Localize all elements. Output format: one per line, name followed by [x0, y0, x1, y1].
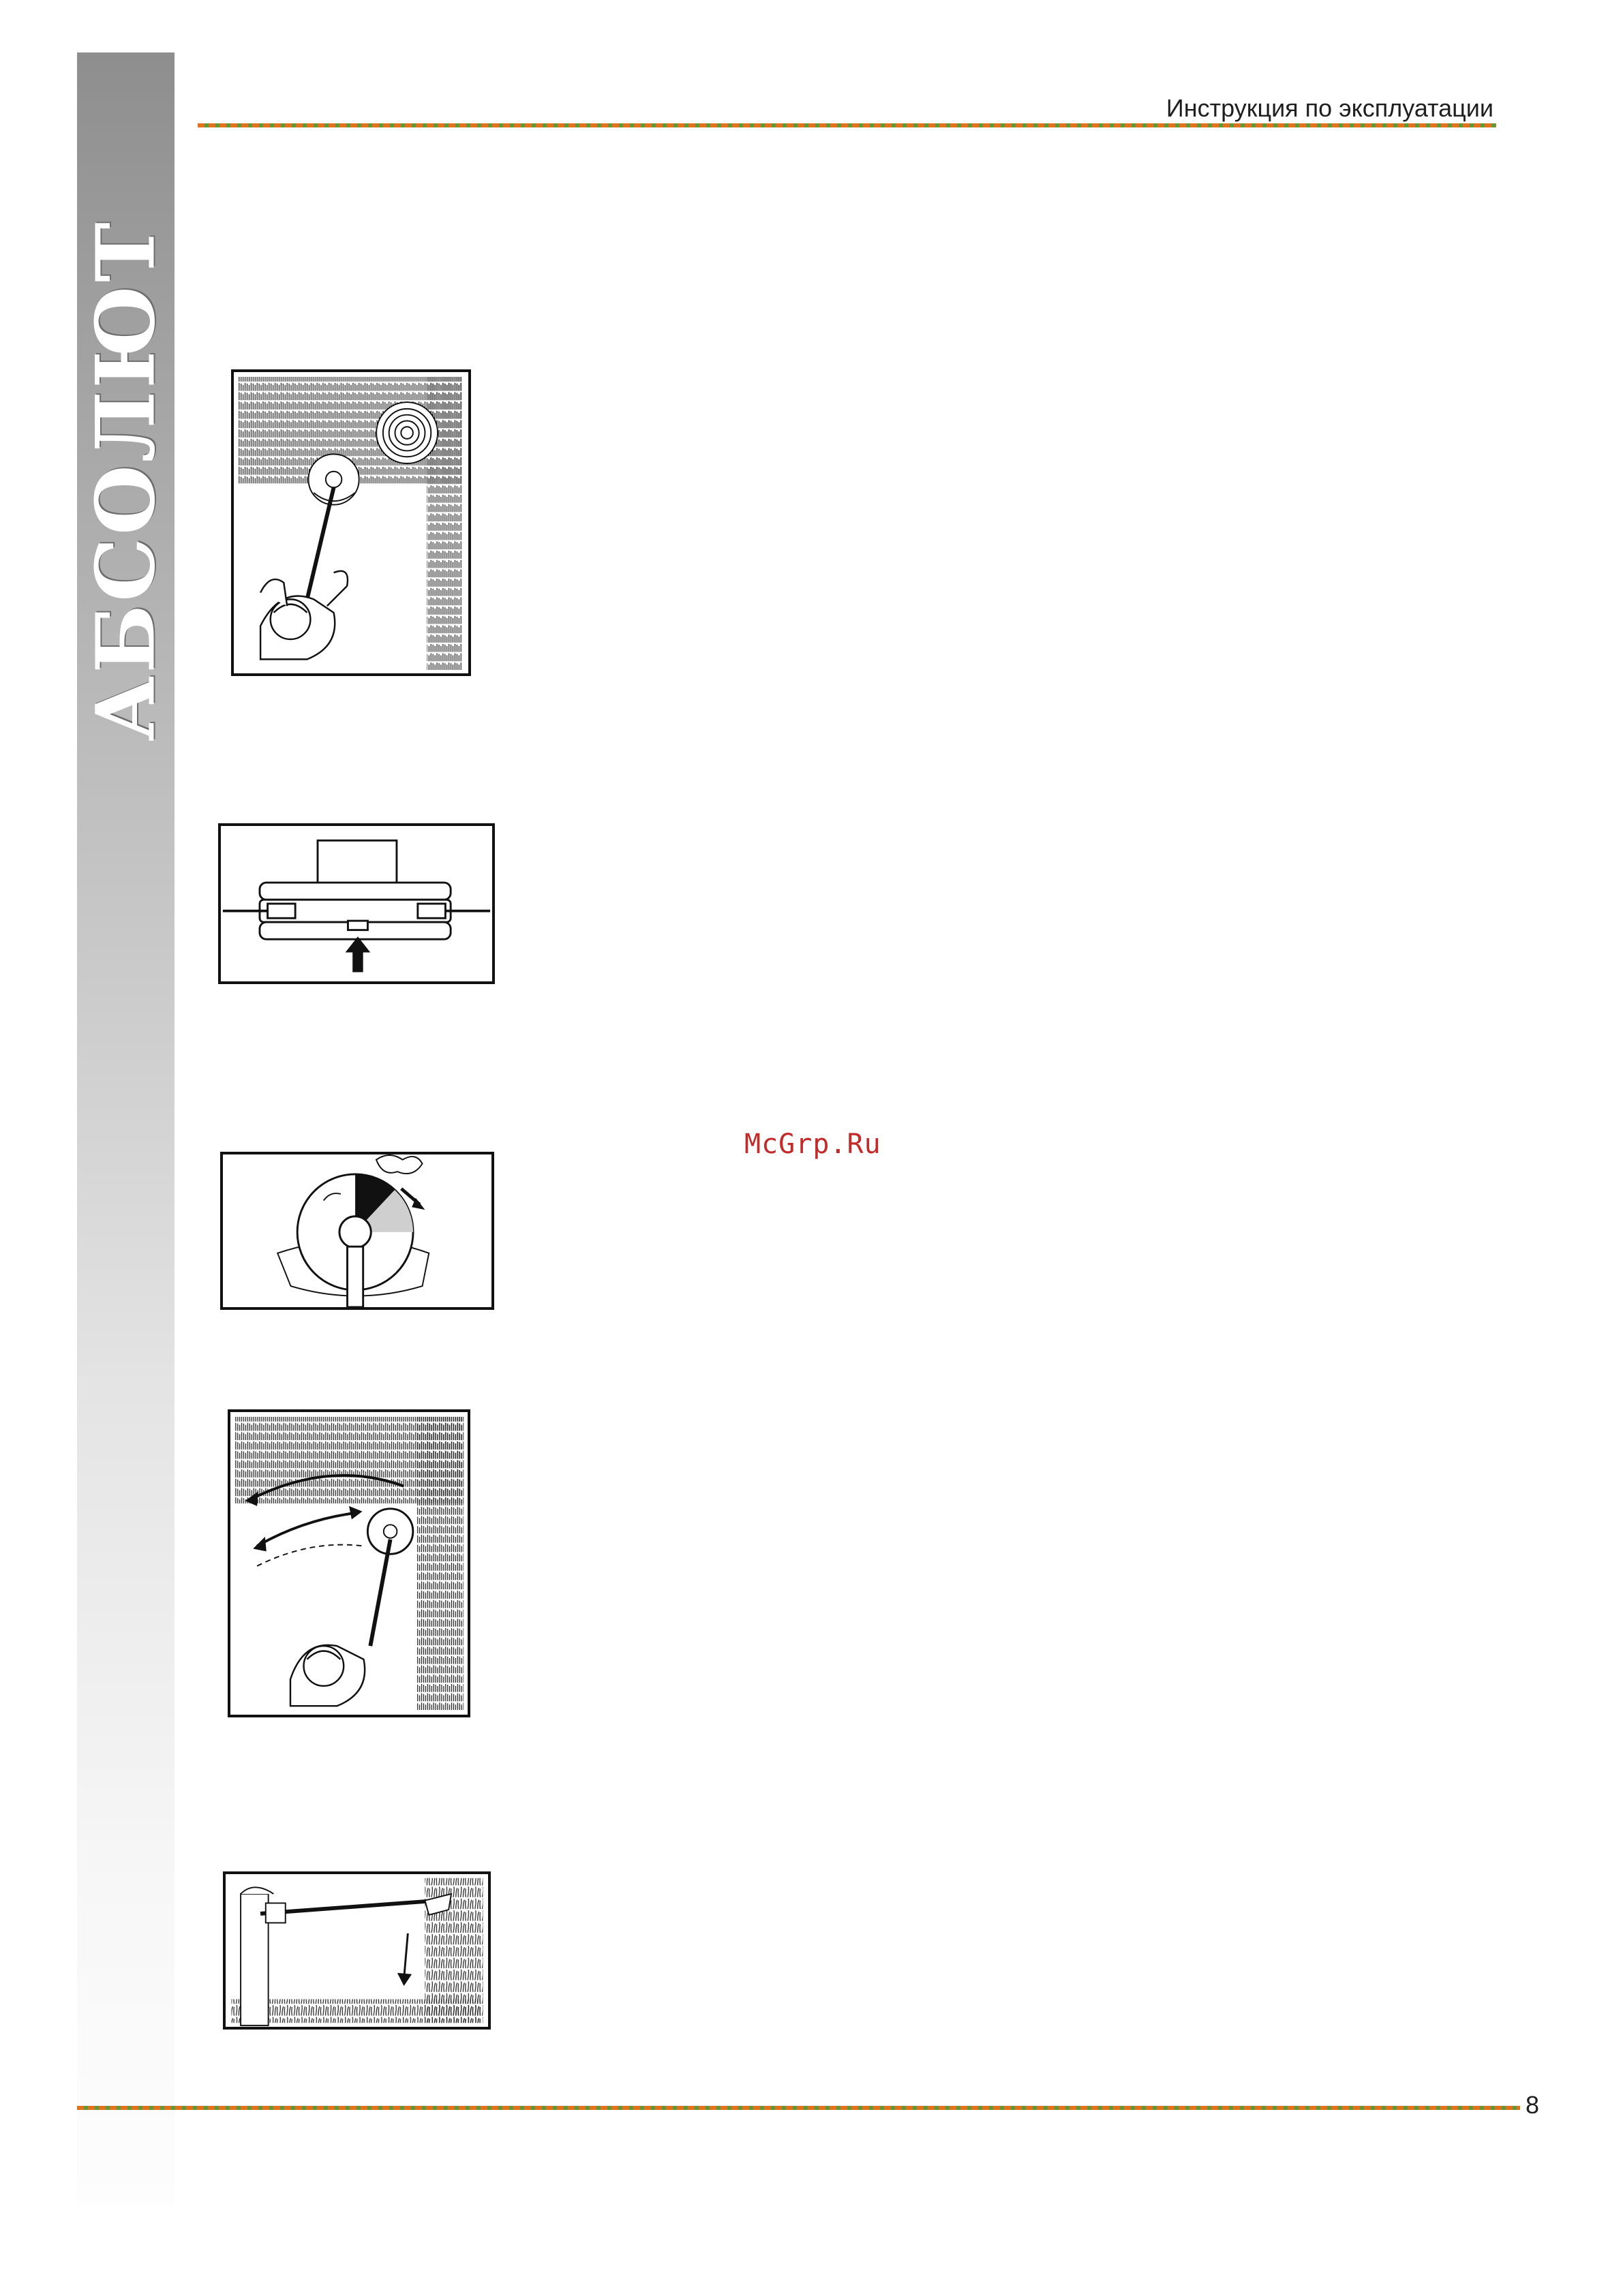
figure-kickback-zone	[220, 1152, 494, 1310]
page-header-title: Инструкция по эксплуатации	[1166, 94, 1493, 122]
trimmer-along-fence-illustration	[226, 1874, 488, 2027]
figure-fence-trimming	[223, 1871, 491, 2030]
operator-swinging-trimmer-illustration	[230, 1412, 468, 1715]
blade-kickback-zone-illustration	[223, 1154, 491, 1307]
figure-operator-near-tree	[231, 369, 471, 676]
operator-cutting-tree-illustration	[234, 372, 468, 673]
watermark-text: McGrp.Ru	[744, 1129, 881, 1160]
footer-divider	[77, 2106, 1520, 2110]
figure-trimmer-head	[218, 823, 495, 984]
brand-logo: АБСОЛЮТ	[78, 219, 173, 741]
page-number: 8	[1526, 2091, 1540, 2119]
header-divider	[198, 123, 1496, 127]
figure-swinging-motion	[228, 1409, 470, 1717]
trimmer-head-spool-illustration	[221, 826, 492, 981]
